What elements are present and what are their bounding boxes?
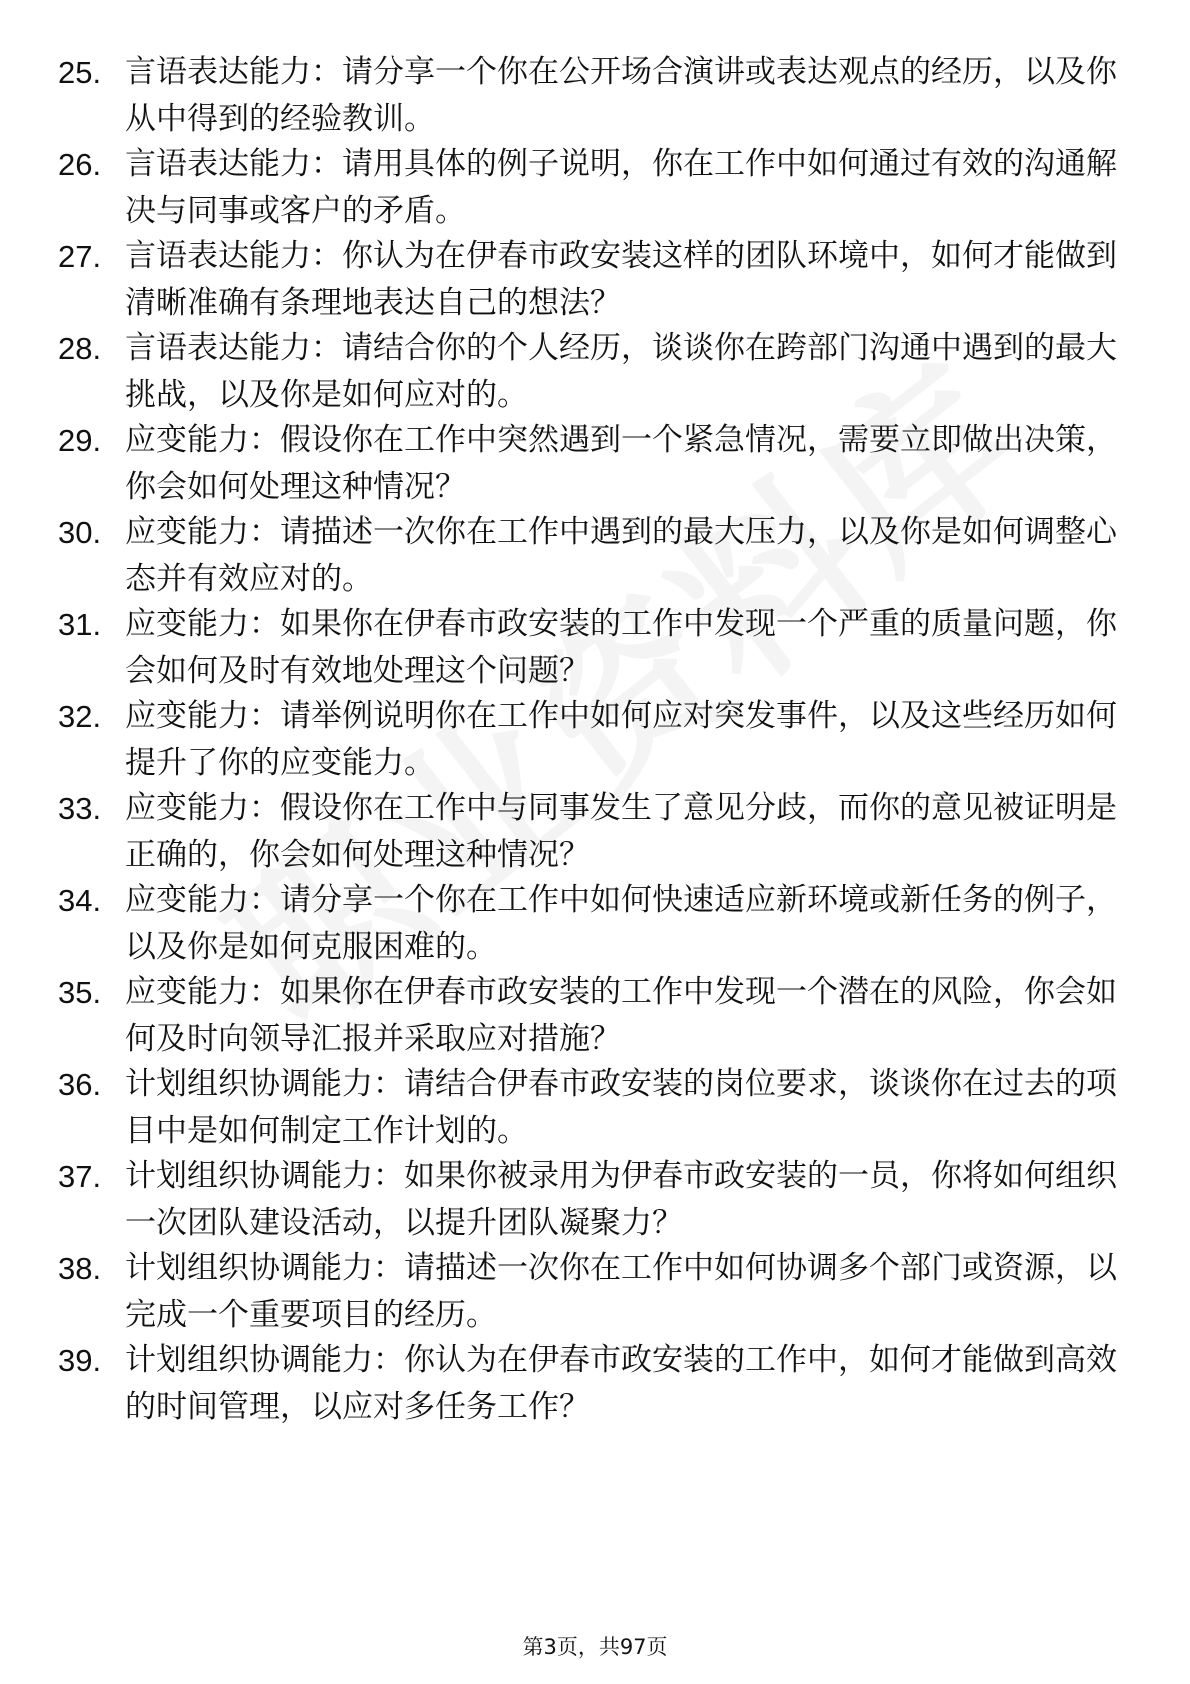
question-text: 言语表达能力：请分享一个你在公开场合演讲或表达观点的经历，以及你从中得到的经验教训。: [125, 54, 1117, 137]
question-text: 计划组织协调能力：请描述一次你在工作中如何协调多个部门或资源，以完成一个重要项目的经历。: [125, 1250, 1117, 1333]
question-text: 应变能力：假设你在工作中与同事发生了意见分歧，而你的意见被证明是正确的，你会如何处理这种情况？: [125, 790, 1117, 873]
question-number: 38.: [58, 1251, 102, 1286]
question-text: 计划组织协调能力：你认为在伊春市政安装的工作中，如何才能做到高效的时间管理，以应对多任务工作？: [125, 1342, 1117, 1425]
question-item: [58, 233, 1128, 333]
question-number: 29.: [58, 423, 102, 458]
question-number: 34.: [58, 883, 102, 918]
question-text: 应变能力：如果你在伊春市政安装的工作中发现一个潜在的风险，你会如何及时向领导汇报并采取应对措施？: [125, 974, 1117, 1057]
question-number: 37.: [58, 1159, 102, 1194]
question-number: 25.: [58, 55, 102, 90]
question-text: 应变能力：请描述一次你在工作中遇到的最大压力，以及你是如何调整心态并有效应对的。: [125, 514, 1117, 597]
question-number: 35.: [58, 975, 102, 1010]
question-number: 30.: [58, 515, 102, 550]
question-number: 33.: [58, 791, 102, 826]
question-text: 计划组织协调能力：请结合伊春市政安装的岗位要求，谈谈你在过去的项目中是如何制定工作计划的。: [125, 1066, 1117, 1149]
question-item: [58, 1245, 1128, 1345]
question-item: [58, 969, 1128, 1069]
question-number: 26.: [58, 147, 102, 182]
question-item: [58, 509, 1128, 609]
question-number: 32.: [58, 699, 102, 734]
question-number: 39.: [58, 1343, 102, 1378]
question-text: 言语表达能力：你认为在伊春市政安装这样的团队环境中，如何才能做到清晰准确有条理地表达自己的想法？: [125, 238, 1117, 321]
question-item: [58, 141, 1128, 241]
question-item: [58, 1153, 1128, 1253]
question-item: [58, 1061, 1128, 1161]
question-item: [58, 785, 1128, 885]
question-text: 应变能力：请举例说明你在工作中如何应对突发事件，以及这些经历如何提升了你的应变能力。: [125, 698, 1117, 781]
question-text: 应变能力：如果你在伊春市政安装的工作中发现一个严重的质量问题，你会如何及时有效地处理这个问题？: [125, 606, 1117, 689]
question-item: [58, 601, 1128, 701]
question-text: 计划组织协调能力：如果你被录用为伊春市政安装的一员，你将如何组织一次团队建设活动，以提升团队凝聚力？: [125, 1158, 1117, 1241]
question-text: 应变能力：请分享一个你在工作中如何快速适应新环境或新任务的例子，以及你是如何克服困难的。: [125, 882, 1117, 965]
question-item: [58, 49, 1128, 149]
question-item: [58, 325, 1128, 425]
question-item: [58, 1337, 1128, 1437]
question-item: [58, 877, 1128, 977]
question-number: 31.: [58, 607, 102, 642]
question-text: 应变能力：假设你在工作中突然遇到一个紧急情况，需要立即做出决策，你会如何处理这种情况？: [125, 422, 1117, 505]
question-text: 言语表达能力：请用具体的例子说明，你在工作中如何通过有效的沟通解决与同事或客户的矛盾。: [125, 146, 1117, 229]
question-number: 36.: [58, 1067, 102, 1102]
question-item: [58, 693, 1128, 793]
question-item: [58, 417, 1128, 517]
question-number: 28.: [58, 331, 102, 366]
question-text: 言语表达能力：请结合你的个人经历，谈谈你在跨部门沟通中遇到的最大挑战，以及你是如何应对的。: [125, 330, 1117, 413]
question-number: 27.: [58, 239, 102, 274]
page-number: 第3页，共97页: [522, 1635, 668, 1659]
